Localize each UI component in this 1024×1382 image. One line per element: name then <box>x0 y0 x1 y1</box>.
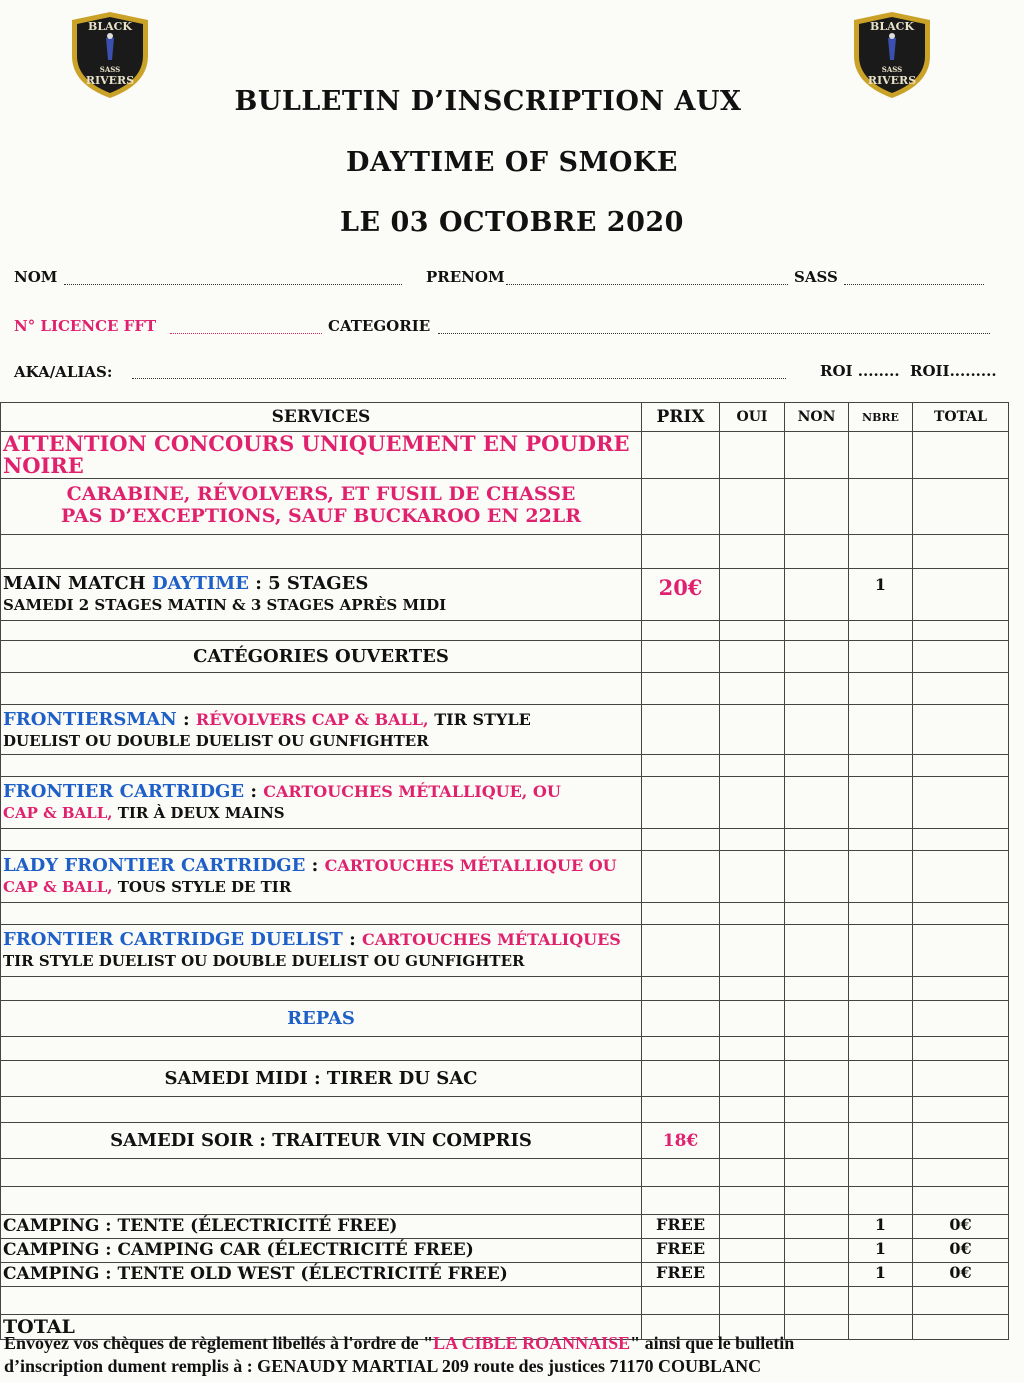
table-row <box>1 903 1009 925</box>
services-table <box>0 402 1009 1340</box>
table-row <box>1 1263 1009 1287</box>
table-row <box>1 1187 1009 1215</box>
lady-frontier-rest: TOUS STYLE DE TIR <box>112 878 292 896</box>
lady-frontier-non[interactable] <box>785 851 849 903</box>
camping-label: CAMPING : TENTE OLD WEST (ÉLECTRICITÉ FREE) <box>1 1263 642 1287</box>
duelist-total[interactable] <box>913 925 1009 977</box>
stages-label: : 5 STAGES <box>255 573 369 594</box>
frontier-cartridge-non[interactable] <box>785 777 849 829</box>
camping-nbre: 1 <box>849 1215 913 1239</box>
main-match-price: 20€ <box>642 569 720 621</box>
frontier-cartridge-rest: TIR À DEUX MAINS <box>112 804 285 822</box>
sass-label: SASS <box>794 268 838 286</box>
payee-name: LA CIBLE ROANNAISE <box>433 1333 631 1353</box>
frontier-cartridge-arms-2: CAP & BALL, <box>3 804 113 822</box>
table-row <box>1 1287 1009 1315</box>
table-row <box>1 705 1009 755</box>
table-row <box>1 777 1009 829</box>
categorie-field[interactable] <box>438 333 990 334</box>
header-services: SERVICES <box>1 403 642 432</box>
samedi-soir-price: 18€ <box>642 1123 720 1159</box>
badge-text-mid: SASS <box>881 65 903 74</box>
licence-field[interactable] <box>170 333 322 334</box>
frontier-cartridge-name: FRONTIER CARTRIDGE <box>3 781 245 802</box>
samedi-midi: SAMEDI MIDI : TIRER DU SAC <box>1 1061 642 1097</box>
table-row <box>1 569 1009 621</box>
duelist-arms: CARTOUCHES MÉTALIQUES <box>362 930 621 949</box>
colon: : <box>244 781 264 802</box>
table-row <box>1 977 1009 1001</box>
header-oui: OUI <box>720 403 785 432</box>
frontiersman-arms: RÉVOLVERS CAP & BALL, <box>195 710 429 729</box>
total-label: TOTAL <box>1 1315 642 1340</box>
camping-non[interactable] <box>785 1263 849 1287</box>
nom-field[interactable] <box>64 284 402 285</box>
colon: : <box>342 929 362 950</box>
frontier-cartridge-nbre[interactable] <box>849 777 913 829</box>
table-row <box>1 641 1009 673</box>
frontiersman-oui[interactable] <box>720 705 785 755</box>
lady-frontier-oui[interactable] <box>720 851 785 903</box>
frontier-cartridge-cell <box>1 777 642 829</box>
frontiersman-non[interactable] <box>785 705 849 755</box>
table-row <box>1 479 1009 535</box>
prenom-label: PRENOM <box>426 268 505 286</box>
table-row <box>1 1001 1009 1037</box>
lady-frontier-arms: CARTOUCHES MÉTALLIQUE OU <box>324 856 617 875</box>
samedi-soir: SAMEDI SOIR : TRAITEUR VIN COMPRIS <box>1 1123 642 1159</box>
samedi-midi-non[interactable] <box>785 1061 849 1097</box>
camping-nbre: 1 <box>849 1263 913 1287</box>
samedi-soir-non[interactable] <box>785 1123 849 1159</box>
lady-frontier-name: LADY FRONTIER CARTRIDGE <box>3 855 306 876</box>
camping-total: 0€ <box>913 1215 1009 1239</box>
duelist-oui[interactable] <box>720 925 785 977</box>
daytime-label: DAYTIME <box>151 573 249 594</box>
camping-non[interactable] <box>785 1239 849 1263</box>
header-prix: PRIX <box>642 403 720 432</box>
camping-label: CAMPING : TENTE (ÉLECTRICITÉ FREE) <box>1 1215 642 1239</box>
main-match-non[interactable] <box>785 569 849 621</box>
frontier-cartridge-oui[interactable] <box>720 777 785 829</box>
attention-text: ATTENTION CONCOURS UNIQUEMENT EN POUDRE NOIRE <box>1 432 642 479</box>
camping-prix: FREE <box>642 1263 720 1287</box>
main-match-cell <box>1 569 642 621</box>
badge-text-top: BLACK <box>88 20 132 33</box>
camping-oui[interactable] <box>720 1215 785 1239</box>
duelist-line-2: TIR STYLE DUELIST OU DOUBLE DUELIST OU GUNFIGHTER <box>3 952 525 970</box>
aka-label: AKA/ALIAS: <box>14 363 113 381</box>
table-row <box>1 535 1009 569</box>
prenom-field[interactable] <box>506 284 788 285</box>
footer-text-1: Envoyez vos chèques de règlement libellés à l'ordre de " <box>4 1333 434 1353</box>
badge-text-mid: SASS <box>99 65 121 74</box>
table-row <box>1 829 1009 851</box>
table-row <box>1 621 1009 641</box>
footer-address: d’inscription dument remplis à : GENAUDY MARTIAL 209 route des justices 71170 COUBLANC <box>4 1356 762 1376</box>
table-row <box>1 1061 1009 1097</box>
footer-text-2: " ainsi que le bulletin <box>630 1333 795 1353</box>
lady-frontier-cell <box>1 851 642 903</box>
table-row <box>1 1159 1009 1187</box>
table-row <box>1 755 1009 777</box>
duelist-non[interactable] <box>785 925 849 977</box>
repas-title: REPAS <box>1 1001 642 1037</box>
frontier-cartridge-arms: CARTOUCHES MÉTALLIQUE, OU <box>263 782 561 801</box>
footer-instructions <box>4 1332 1014 1378</box>
samedi-soir-nbre[interactable] <box>849 1123 913 1159</box>
lady-frontier-nbre[interactable] <box>849 851 913 903</box>
samedi-soir-oui[interactable] <box>720 1123 785 1159</box>
arms-text <box>1 479 642 535</box>
frontiersman-cell <box>1 705 642 755</box>
frontiersman-name: FRONTIERSMAN <box>3 709 177 730</box>
camping-non[interactable] <box>785 1215 849 1239</box>
main-match-oui[interactable] <box>720 569 785 621</box>
main-match-nbre: 1 <box>849 569 913 621</box>
header-nbre: NBRE <box>849 403 913 432</box>
lady-frontier-arms-2: CAP & BALL, <box>3 878 113 896</box>
aka-field[interactable] <box>132 378 786 379</box>
camping-prix: FREE <box>642 1215 720 1239</box>
badge-text-bottom: RIVERS <box>867 74 917 87</box>
badge-text-top: BLACK <box>870 20 914 33</box>
arms-line-2: PAS D’EXCEPTIONS, SAUF BUCKAROO EN 22LR <box>60 505 581 527</box>
categories-title: CATÉGORIES OUVERTES <box>1 641 642 673</box>
categorie-label: CATEGORIE <box>328 317 431 335</box>
colon: : <box>305 855 325 876</box>
header-non: NON <box>785 403 849 432</box>
main-match-sub: SAMEDI 2 STAGES MATIN & 3 STAGES APRÈS MIDI <box>3 596 447 614</box>
licence-label: N° LICENCE FFT <box>14 317 157 335</box>
main-match-total[interactable] <box>913 569 1009 621</box>
camping-oui[interactable] <box>720 1239 785 1263</box>
duelist-nbre[interactable] <box>849 925 913 977</box>
lady-frontier-total[interactable] <box>913 851 1009 903</box>
table-row <box>1 925 1009 977</box>
table-header-row <box>1 403 1009 432</box>
samedi-midi-total[interactable] <box>913 1061 1009 1097</box>
duelist-cell <box>1 925 642 977</box>
header-total: TOTAL <box>913 403 1009 432</box>
table-row <box>1 673 1009 705</box>
table-row <box>1 1097 1009 1123</box>
colon: : <box>176 709 196 730</box>
roii-field[interactable]: ROII......... <box>910 362 997 380</box>
arms-line-1: CARABINE, RÉVOLVERS, ET FUSIL DE CHASSE <box>66 483 576 505</box>
samedi-midi-nbre[interactable] <box>849 1061 913 1097</box>
camping-total: 0€ <box>913 1239 1009 1263</box>
title-line-2: DAYTIME OF SMOKE <box>346 147 678 178</box>
frontiersman-rest: TIR STYLE <box>428 710 531 729</box>
duelist-name: FRONTIER CARTRIDGE DUELIST <box>3 929 343 950</box>
table-row <box>1 432 1009 479</box>
camping-total: 0€ <box>913 1263 1009 1287</box>
nom-label: NOM <box>14 268 58 286</box>
badge-text-bottom: RIVERS <box>85 74 135 87</box>
table-row <box>1 851 1009 903</box>
table-row <box>1 1239 1009 1263</box>
camping-label: CAMPING : CAMPING CAR (ÉLECTRICITÉ FREE) <box>1 1239 642 1263</box>
table-row <box>1 1037 1009 1061</box>
frontier-cartridge-total[interactable] <box>913 777 1009 829</box>
frontiersman-line-2: DUELIST OU DOUBLE DUELIST OU GUNFIGHTER <box>3 732 429 750</box>
camping-oui[interactable] <box>720 1263 785 1287</box>
roi-field[interactable]: ROI ........ <box>820 362 900 380</box>
main-match-label: MAIN MATCH <box>3 573 146 594</box>
frontiersman-nbre[interactable] <box>849 705 913 755</box>
camping-prix: FREE <box>642 1239 720 1263</box>
samedi-soir-total[interactable] <box>913 1123 1009 1159</box>
samedi-midi-oui[interactable] <box>720 1061 785 1097</box>
table-row <box>1 1123 1009 1159</box>
frontiersman-total[interactable] <box>913 705 1009 755</box>
camping-nbre: 1 <box>849 1239 913 1263</box>
sass-field[interactable] <box>844 284 984 285</box>
title-line-1: BULLETIN D’INSCRIPTION AUX <box>234 86 742 117</box>
table-row <box>1 1215 1009 1239</box>
title-line-3: LE 03 OCTOBRE 2020 <box>340 207 684 238</box>
